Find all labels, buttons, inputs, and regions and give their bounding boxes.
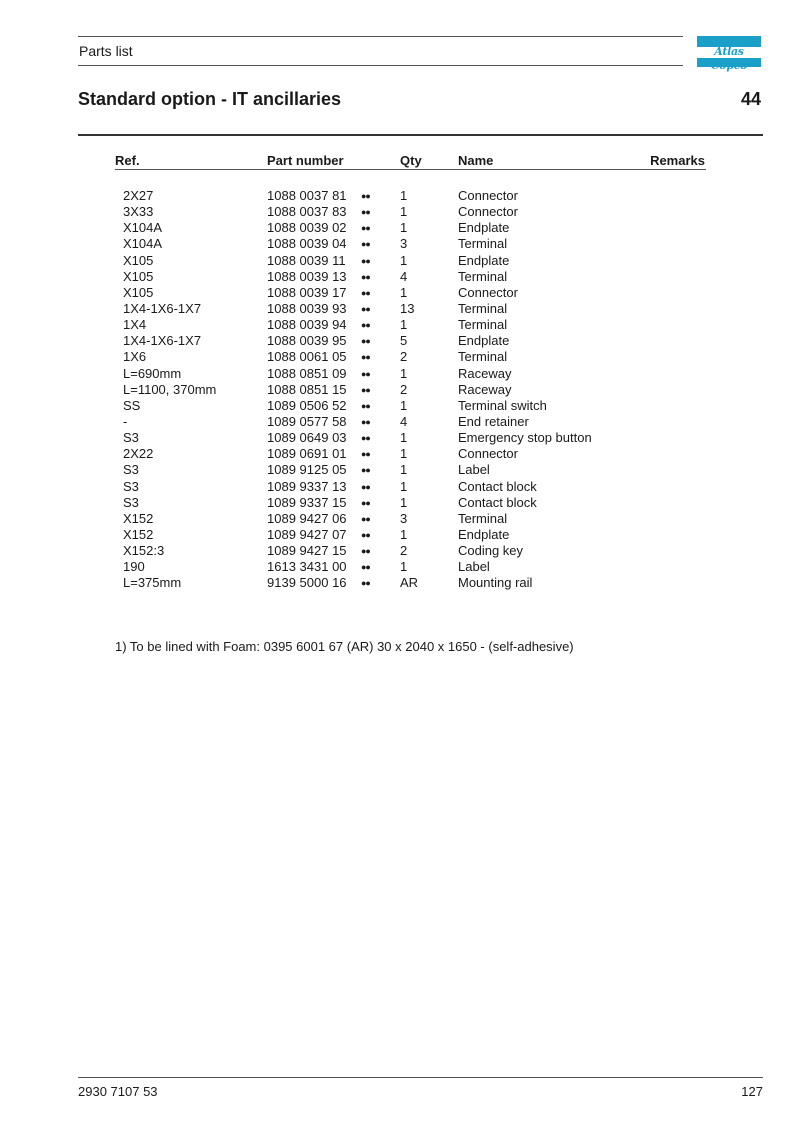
cell-ref: X152:3 [123, 543, 165, 559]
footnote: 1) To be lined with Foam: 0395 6001 67 (AR) 30 x 2040 x 1650 - (self-adhesive) [115, 639, 574, 654]
cell-name: Contact block [458, 494, 537, 510]
cell-qty: 1 [400, 526, 408, 542]
page-number: 127 [741, 1084, 763, 1099]
cell-name: Raceway [458, 365, 512, 381]
cell-mark: ●● [361, 191, 370, 201]
cell-mark: ●● [361, 352, 370, 363]
cell-ref: S3 [123, 494, 139, 510]
cell-part-number: 1089 9337 15 [267, 494, 347, 510]
cell-qty: 1 [400, 478, 408, 494]
section-title: Standard option - IT ancillaries [78, 89, 342, 109]
cell-mark: ●● [361, 239, 370, 250]
column-header-name: Name [458, 153, 494, 168]
table-row [0, 511, 800, 527]
cell-mark: ●● [361, 400, 370, 411]
cell-name: Connector [458, 188, 518, 203]
table-row [0, 317, 800, 333]
cell-ref: 1X4 [123, 317, 147, 333]
cell-part-number: 1089 9427 07 [267, 526, 347, 542]
cell-ref: X152 [123, 510, 154, 526]
table-row [0, 446, 800, 462]
cell-part-number: 1088 0039 17 [267, 284, 347, 300]
cell-part-number: 1088 0039 94 [267, 317, 347, 333]
cell-mark: ●● [361, 497, 370, 508]
cell-part-number: 1089 9337 13 [267, 478, 347, 494]
table-row [0, 333, 800, 349]
column-header-qty: Qty [400, 153, 422, 168]
cell-name: Contact block [458, 478, 537, 494]
cell-name: Connector [458, 204, 518, 220]
table-row [0, 382, 800, 398]
table-row [0, 285, 800, 301]
cell-name: Label [458, 462, 490, 478]
cell-qty: 1 [400, 397, 408, 413]
cell-ref: S3 [123, 478, 139, 494]
atlas-copco-logo [697, 36, 761, 72]
cell-part-number: 1088 0037 81 [267, 188, 347, 203]
table-row [0, 527, 800, 543]
cell-name: Endplate [458, 333, 510, 349]
cell-ref: 1X6 [123, 349, 147, 365]
cell-qty: 2 [400, 543, 408, 559]
cell-part-number: 1613 3431 00 [267, 559, 347, 575]
cell-part-number: 9139 5000 16 [267, 575, 347, 591]
cell-name: Terminal [458, 349, 508, 365]
cell-mark: ●● [361, 303, 370, 314]
cell-mark: ●● [361, 320, 370, 331]
cell-ref: X105 [123, 284, 154, 300]
header-bottom-rule [78, 65, 683, 66]
cell-ref: L=690mm [123, 365, 182, 381]
column-header-ref: Ref. [115, 153, 140, 168]
table-row [0, 479, 800, 495]
cell-part-number: 1089 9427 06 [267, 510, 347, 526]
cell-part-number: 1088 0039 95 [267, 333, 347, 349]
cell-mark: ●● [361, 529, 370, 540]
cell-ref: SS [123, 397, 141, 413]
cell-part-number: 1089 0649 03 [267, 430, 347, 446]
table-header-rule [115, 169, 706, 170]
table-row [0, 349, 800, 365]
table-row [0, 236, 800, 252]
cell-name: Connector [458, 446, 518, 462]
cell-part-number: 1088 0039 04 [267, 236, 347, 252]
cell-mark: ●● [361, 562, 370, 573]
table-row [0, 301, 800, 317]
table-row [0, 462, 800, 478]
cell-part-number: 1088 0039 02 [267, 220, 347, 236]
logo-wordmark: Atlas Copco [710, 45, 748, 72]
cell-part-number: 1088 0851 15 [267, 381, 347, 397]
cell-mark: ●● [361, 465, 370, 476]
cell-qty: 2 [400, 381, 408, 397]
cell-qty: 1 [400, 462, 408, 478]
cell-qty: 2 [400, 349, 408, 365]
cell-part-number: 1089 0577 58 [267, 413, 347, 429]
header-top-rule [78, 36, 683, 37]
cell-mark: ●● [361, 223, 370, 234]
table-row [0, 414, 800, 430]
cell-part-number: 1088 0039 11 [267, 252, 346, 268]
cell-qty: 1 [400, 284, 408, 300]
cell-name: Emergency stop button [458, 430, 592, 446]
cell-mark: ●● [361, 449, 370, 460]
footer-rule [78, 1077, 763, 1078]
cell-mark: ●● [361, 255, 370, 266]
table-row [0, 575, 800, 591]
cell-ref: 1X4-1X6-1X7 [123, 300, 202, 316]
table-row [0, 495, 800, 511]
table-row [0, 220, 800, 236]
cell-name: Terminal [458, 317, 508, 333]
table-row [0, 188, 800, 204]
cell-mark: ●● [361, 416, 370, 427]
cell-mark: ●● [361, 481, 370, 492]
cell-qty: 1 [400, 220, 408, 236]
cell-qty: 4 [400, 413, 408, 429]
section-number: 44 [740, 89, 761, 109]
cell-qty: 1 [400, 430, 408, 446]
column-header-part-number: Part number [267, 153, 344, 168]
cell-mark: ●● [361, 578, 370, 589]
cell-qty: 3 [400, 510, 408, 526]
cell-qty: 3 [400, 236, 408, 252]
cell-name: Terminal [458, 236, 508, 252]
cell-qty: 1 [400, 188, 408, 203]
cell-ref: L=375mm [123, 575, 182, 591]
cell-part-number: 1088 0851 09 [267, 365, 347, 381]
cell-part-number: 1088 0037 83 [267, 204, 347, 220]
cell-qty: 1 [400, 494, 408, 510]
cell-name: Coding key [458, 543, 524, 559]
cell-mark: ●● [361, 546, 370, 557]
parts-table-body [0, 188, 800, 592]
section-rule [78, 134, 763, 136]
cell-name: Endplate [458, 526, 510, 542]
cell-qty: 1 [400, 559, 408, 575]
cell-mark: ●● [361, 207, 370, 218]
cell-name: Raceway [458, 381, 512, 397]
cell-ref: S3 [123, 430, 139, 446]
cell-ref: - [123, 413, 128, 429]
cell-ref: S3 [123, 462, 139, 478]
cell-mark: ●● [361, 287, 370, 298]
cell-mark: ●● [361, 384, 370, 395]
cell-qty: 1 [400, 252, 408, 268]
cell-qty: 5 [400, 333, 408, 349]
cell-ref: X105 [123, 252, 154, 268]
table-row [0, 398, 800, 414]
cell-name: Terminal switch [458, 397, 547, 413]
column-header-remarks: Remarks [650, 153, 705, 168]
cell-ref: 3X33 [123, 204, 154, 220]
table-row [0, 366, 800, 382]
table-row [0, 269, 800, 285]
cell-qty: 13 [400, 300, 415, 316]
table-row [0, 559, 800, 575]
cell-name: Endplate [458, 220, 510, 236]
cell-qty: 1 [400, 446, 408, 462]
document-number: 2930 7107 53 [78, 1084, 158, 1099]
cell-part-number: 1088 0039 13 [267, 268, 347, 284]
cell-ref: 2X22 [123, 446, 154, 462]
cell-part-number: 1088 0061 05 [267, 349, 347, 365]
cell-name: Terminal [458, 268, 508, 284]
cell-name: Terminal [458, 300, 508, 316]
cell-qty: 1 [400, 365, 408, 381]
cell-part-number: 1089 9427 15 [267, 543, 347, 559]
cell-ref: 1X4-1X6-1X7 [123, 333, 202, 349]
cell-name: Mounting rail [458, 575, 533, 591]
cell-name: Label [458, 559, 490, 575]
cell-mark: ●● [361, 271, 370, 282]
cell-mark: ●● [361, 513, 370, 524]
table-row [0, 430, 800, 446]
cell-mark: ●● [361, 368, 370, 379]
cell-ref: L=1100, 370mm [123, 381, 217, 397]
cell-ref: 2X27 [123, 188, 154, 203]
cell-qty: 1 [400, 317, 408, 333]
cell-name: Connector [458, 284, 518, 300]
table-row [0, 204, 800, 220]
cell-part-number: 1088 0039 93 [267, 300, 347, 316]
cell-ref: X152 [123, 526, 154, 542]
cell-name: Terminal [458, 510, 508, 526]
table-row [0, 543, 800, 559]
cell-qty: 4 [400, 268, 408, 284]
cell-ref: X104A [123, 236, 163, 252]
cell-part-number: 1089 0691 01 [267, 446, 347, 462]
cell-mark: ●● [361, 433, 370, 444]
cell-ref: 190 [123, 559, 145, 575]
cell-part-number: 1089 9125 05 [267, 462, 347, 478]
cell-ref: X105 [123, 268, 154, 284]
table-row [0, 253, 800, 269]
cell-qty: 1 [400, 204, 408, 220]
cell-name: Endplate [458, 252, 510, 268]
cell-qty: AR [400, 575, 419, 591]
cell-ref: X104A [123, 220, 163, 236]
header-title: Parts list [79, 43, 133, 59]
cell-name: End retainer [458, 413, 529, 429]
cell-part-number: 1089 0506 52 [267, 397, 347, 413]
cell-mark: ●● [361, 336, 370, 347]
